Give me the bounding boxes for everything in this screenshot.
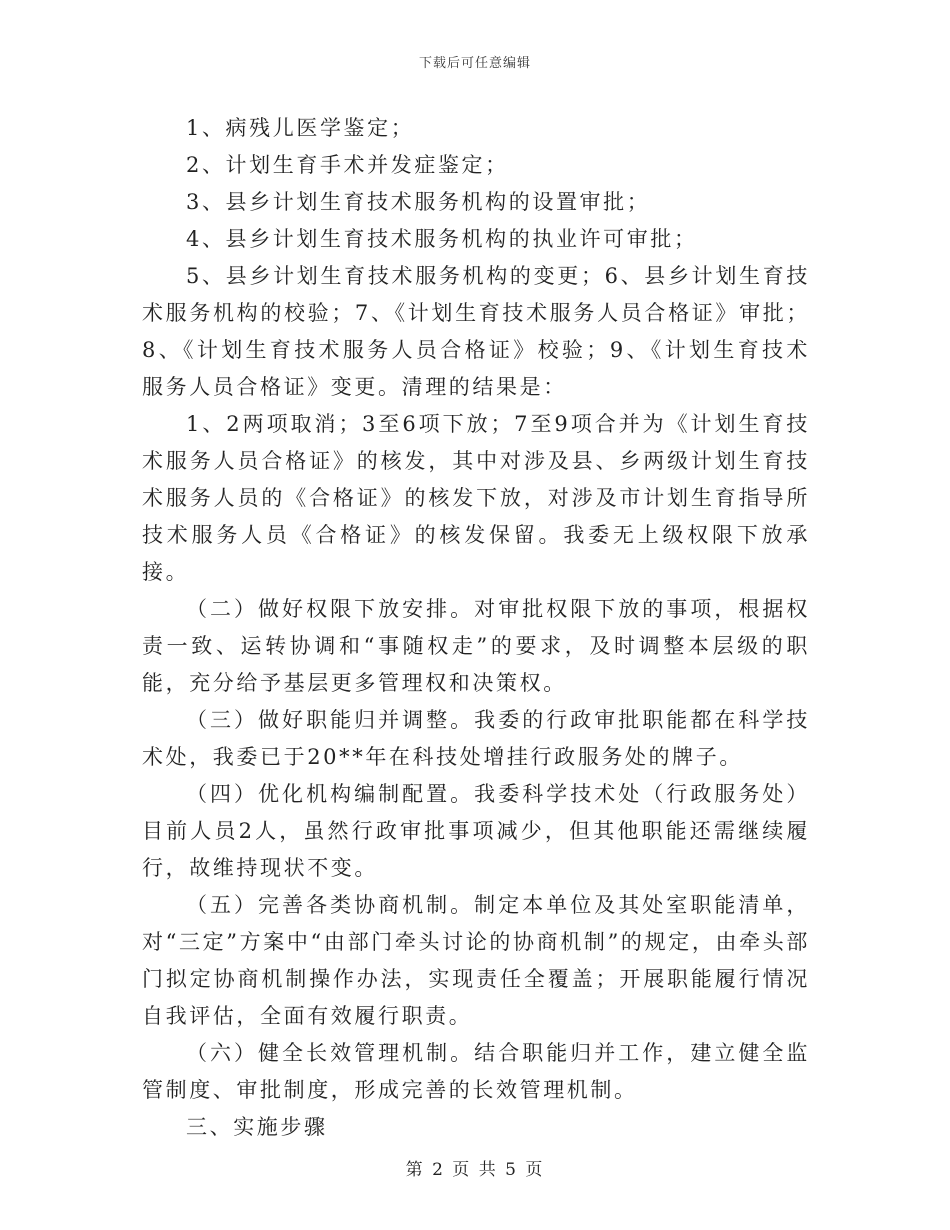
section-2-paragraph: （二）做好权限下放安排。对审批权限下放的事项，根据权责一致、运转协调和“事随权走”的要求，及时调整本层级的职能，充分给予基层更多管理权和决策权。 (142, 597, 810, 695)
cleanup-result-paragraph: 1、2两项取消；3至6项下放；7至9项合并为《计划生育技术服务人员合格证》的核发，其中对涉及县、乡两级计划生育技术服务人员的《合格证》的核发下放，对涉及市计划生育指导所技术服务人员《合格证》的核发保留。我委无上级权限下放承接。 (142, 412, 810, 584)
section-6-paragraph: （六）健全长效管理机制。结合职能归并工作，建立健全监管制度、审批制度，形成完善的长效管理机制。 (142, 1041, 810, 1102)
section-5-paragraph: （五）完善各类协商机制。制定本单位及其处室职能清单，对“三定”方案中“由部门牵头讨论的协商机制”的规定，由牵头部门拟定协商机制操作办法，实现责任全覆盖；开展职能履行情况自我评估，全面有效履行职责。 (142, 893, 810, 1028)
document-body (142, 110, 810, 1146)
list-item-2: 2、计划生育手术并发症鉴定； (186, 153, 509, 177)
list-item-1: 1、病残儿医学鉴定； (186, 116, 415, 140)
list-item-4: 4、县乡计划生育技术服务机构的执业许可审批； (186, 227, 698, 251)
list-item-3: 3、县乡计划生育技术服务机构的设置审批； (186, 190, 651, 214)
page-number: 第 2 页 共 5 页 (405, 1160, 545, 1180)
section-4-paragraph: （四）优化机构编制配置。我委科学技术处（行政服务处）目前人员2人，虽然行政审批事项减少，但其他职能还需继续履行，故维持现状不变。 (142, 782, 810, 880)
implementation-steps-heading: 三、实施步骤 (186, 1115, 328, 1139)
page-header-note: 下载后可任意编辑 (418, 56, 531, 71)
list-item-5-to-9: 5、县乡计划生育技术服务机构的变更；6、县乡计划生育技术服务机构的校验；7、《计划生育技术服务人员合格证》审批；8、《计划生育技术服务人员合格证》校验；9、《计划生育技术服务人员合格证》变更。清理的结果是： (142, 264, 810, 399)
section-3-paragraph: （三）做好职能归并调整。我委的行政审批职能都在科学技术处，我委已于20**年在科技处增挂行政服务处的牌子。 (142, 708, 810, 769)
